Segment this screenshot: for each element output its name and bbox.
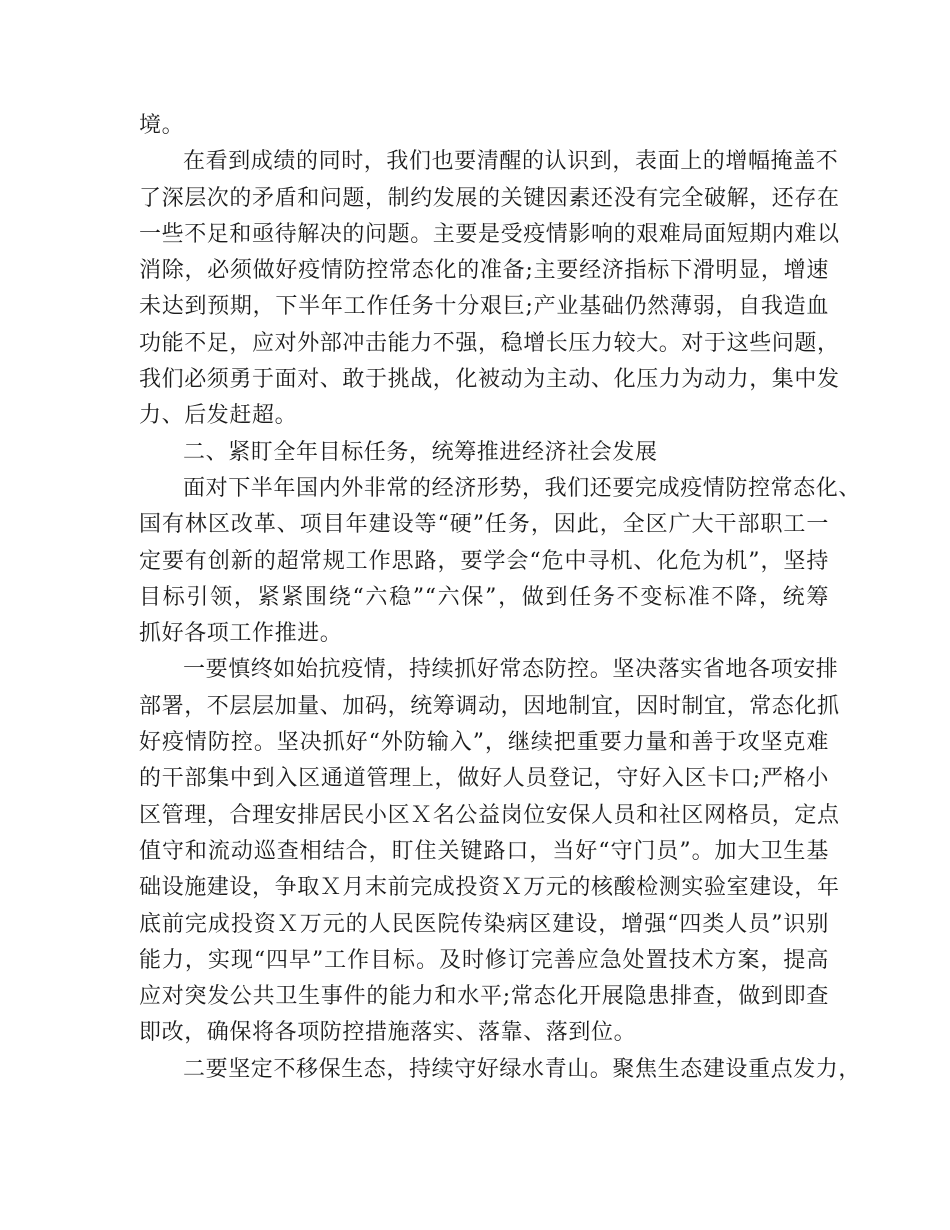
text-line: 好疫情防控。坚决抓好“外防输入”，继续把重要力量和善于攻坚克难 — [139, 730, 829, 756]
text-line: 一些不足和亟待解决的问题。主要是受疫情影响的艰难局面短期内难以 — [139, 221, 840, 247]
text-line: 应对突发公共卫生事件的能力和水平;常态化开展隐患排查，做到即查 — [139, 984, 829, 1010]
text-line: 境。 — [139, 113, 185, 138]
text-line: 国有林区改革、项目年建设等“硬”任务，因此，全区广大干部职工一 — [139, 512, 829, 538]
paragraph-continuation — [139, 108, 829, 144]
paragraph-epidemic-control — [139, 652, 840, 1051]
paragraph-ecology — [139, 1052, 862, 1088]
text-line: 础设施建设，争取Ｘ月末前完成投资Ｘ万元的核酸检测实验室建设，年 — [139, 875, 840, 901]
text-line: 在看到成绩的同时，我们也要清醒的认识到，表面上的增幅掩盖不 — [183, 149, 839, 175]
text-line: 一要慎终如始抗疫情，持续抓好常态防控。坚决落实省地各项安排 — [183, 657, 839, 683]
text-line: 目标引领，紧紧围绕“六稳”“六保”，做到任务不变标准不降，统筹 — [139, 584, 829, 610]
text-line: 抓好各项工作推进。 — [139, 621, 343, 647]
text-line: 底前完成投资Ｘ万元的人民医院传染病区建设，增强“四类人员”识别 — [139, 911, 829, 937]
text-line: 定要有创新的超常规工作思路，要学会“危中寻机、化危为机”，坚持 — [139, 548, 829, 574]
text-line: 功能不足，应对外部冲击能力不强，稳增长压力较大。对于这些问题， — [139, 330, 840, 356]
text-line: 力、后发赶超。 — [139, 403, 298, 429]
text-line: 未达到预期，下半年工作任务十分艰巨;产业基础仍然薄弱，自我造血 — [139, 294, 829, 320]
text-line: 值守和流动巡查相结合，盯住关键路口，当好“守门员”。加大卫生基 — [139, 838, 829, 864]
text-line: 的干部集中到入区通道管理上，做好人员登记，守好入区卡口;严格小 — [139, 766, 829, 792]
text-line: 能力，实现“四早”工作目标。及时修订完善应急处置技术方案，提高 — [139, 947, 829, 973]
text-line: 部署，不层层加量、加码，统筹调动，因地制宜，因时制宜，常态化抓 — [139, 693, 840, 719]
text-line: 二要坚定不移保生态，持续守好绿水青山。聚焦生态建设重点发力， — [183, 1056, 862, 1082]
document-body — [139, 108, 862, 1088]
section-heading — [139, 435, 829, 471]
text-line: 即改，确保将各项防控措施落实、落靠、落到位。 — [139, 1020, 637, 1046]
heading-line: 二、紧盯全年目标任务，统筹推进经济社会发展 — [183, 439, 658, 465]
paragraph-achievements-problems — [139, 144, 840, 434]
text-line: 面对下半年国内外非常的经济形势，我们还要完成疫情防控常态化、 — [183, 475, 862, 501]
paragraph-economic-situation — [139, 471, 862, 652]
text-line: 了深层次的矛盾和问题，制约发展的关键因素还没有完全破解，还存在 — [139, 185, 840, 211]
text-line: 消除，必须做好疫情防控常态化的准备;主要经济指标下滑明显，增速 — [139, 258, 829, 284]
text-line: 区管理，合理安排居民小区Ｘ名公益岗位安保人员和社区网格员，定点 — [139, 802, 840, 828]
text-line: 我们必须勇于面对、敢于挑战，化被动为主动、化压力为动力，集中发 — [139, 367, 840, 393]
